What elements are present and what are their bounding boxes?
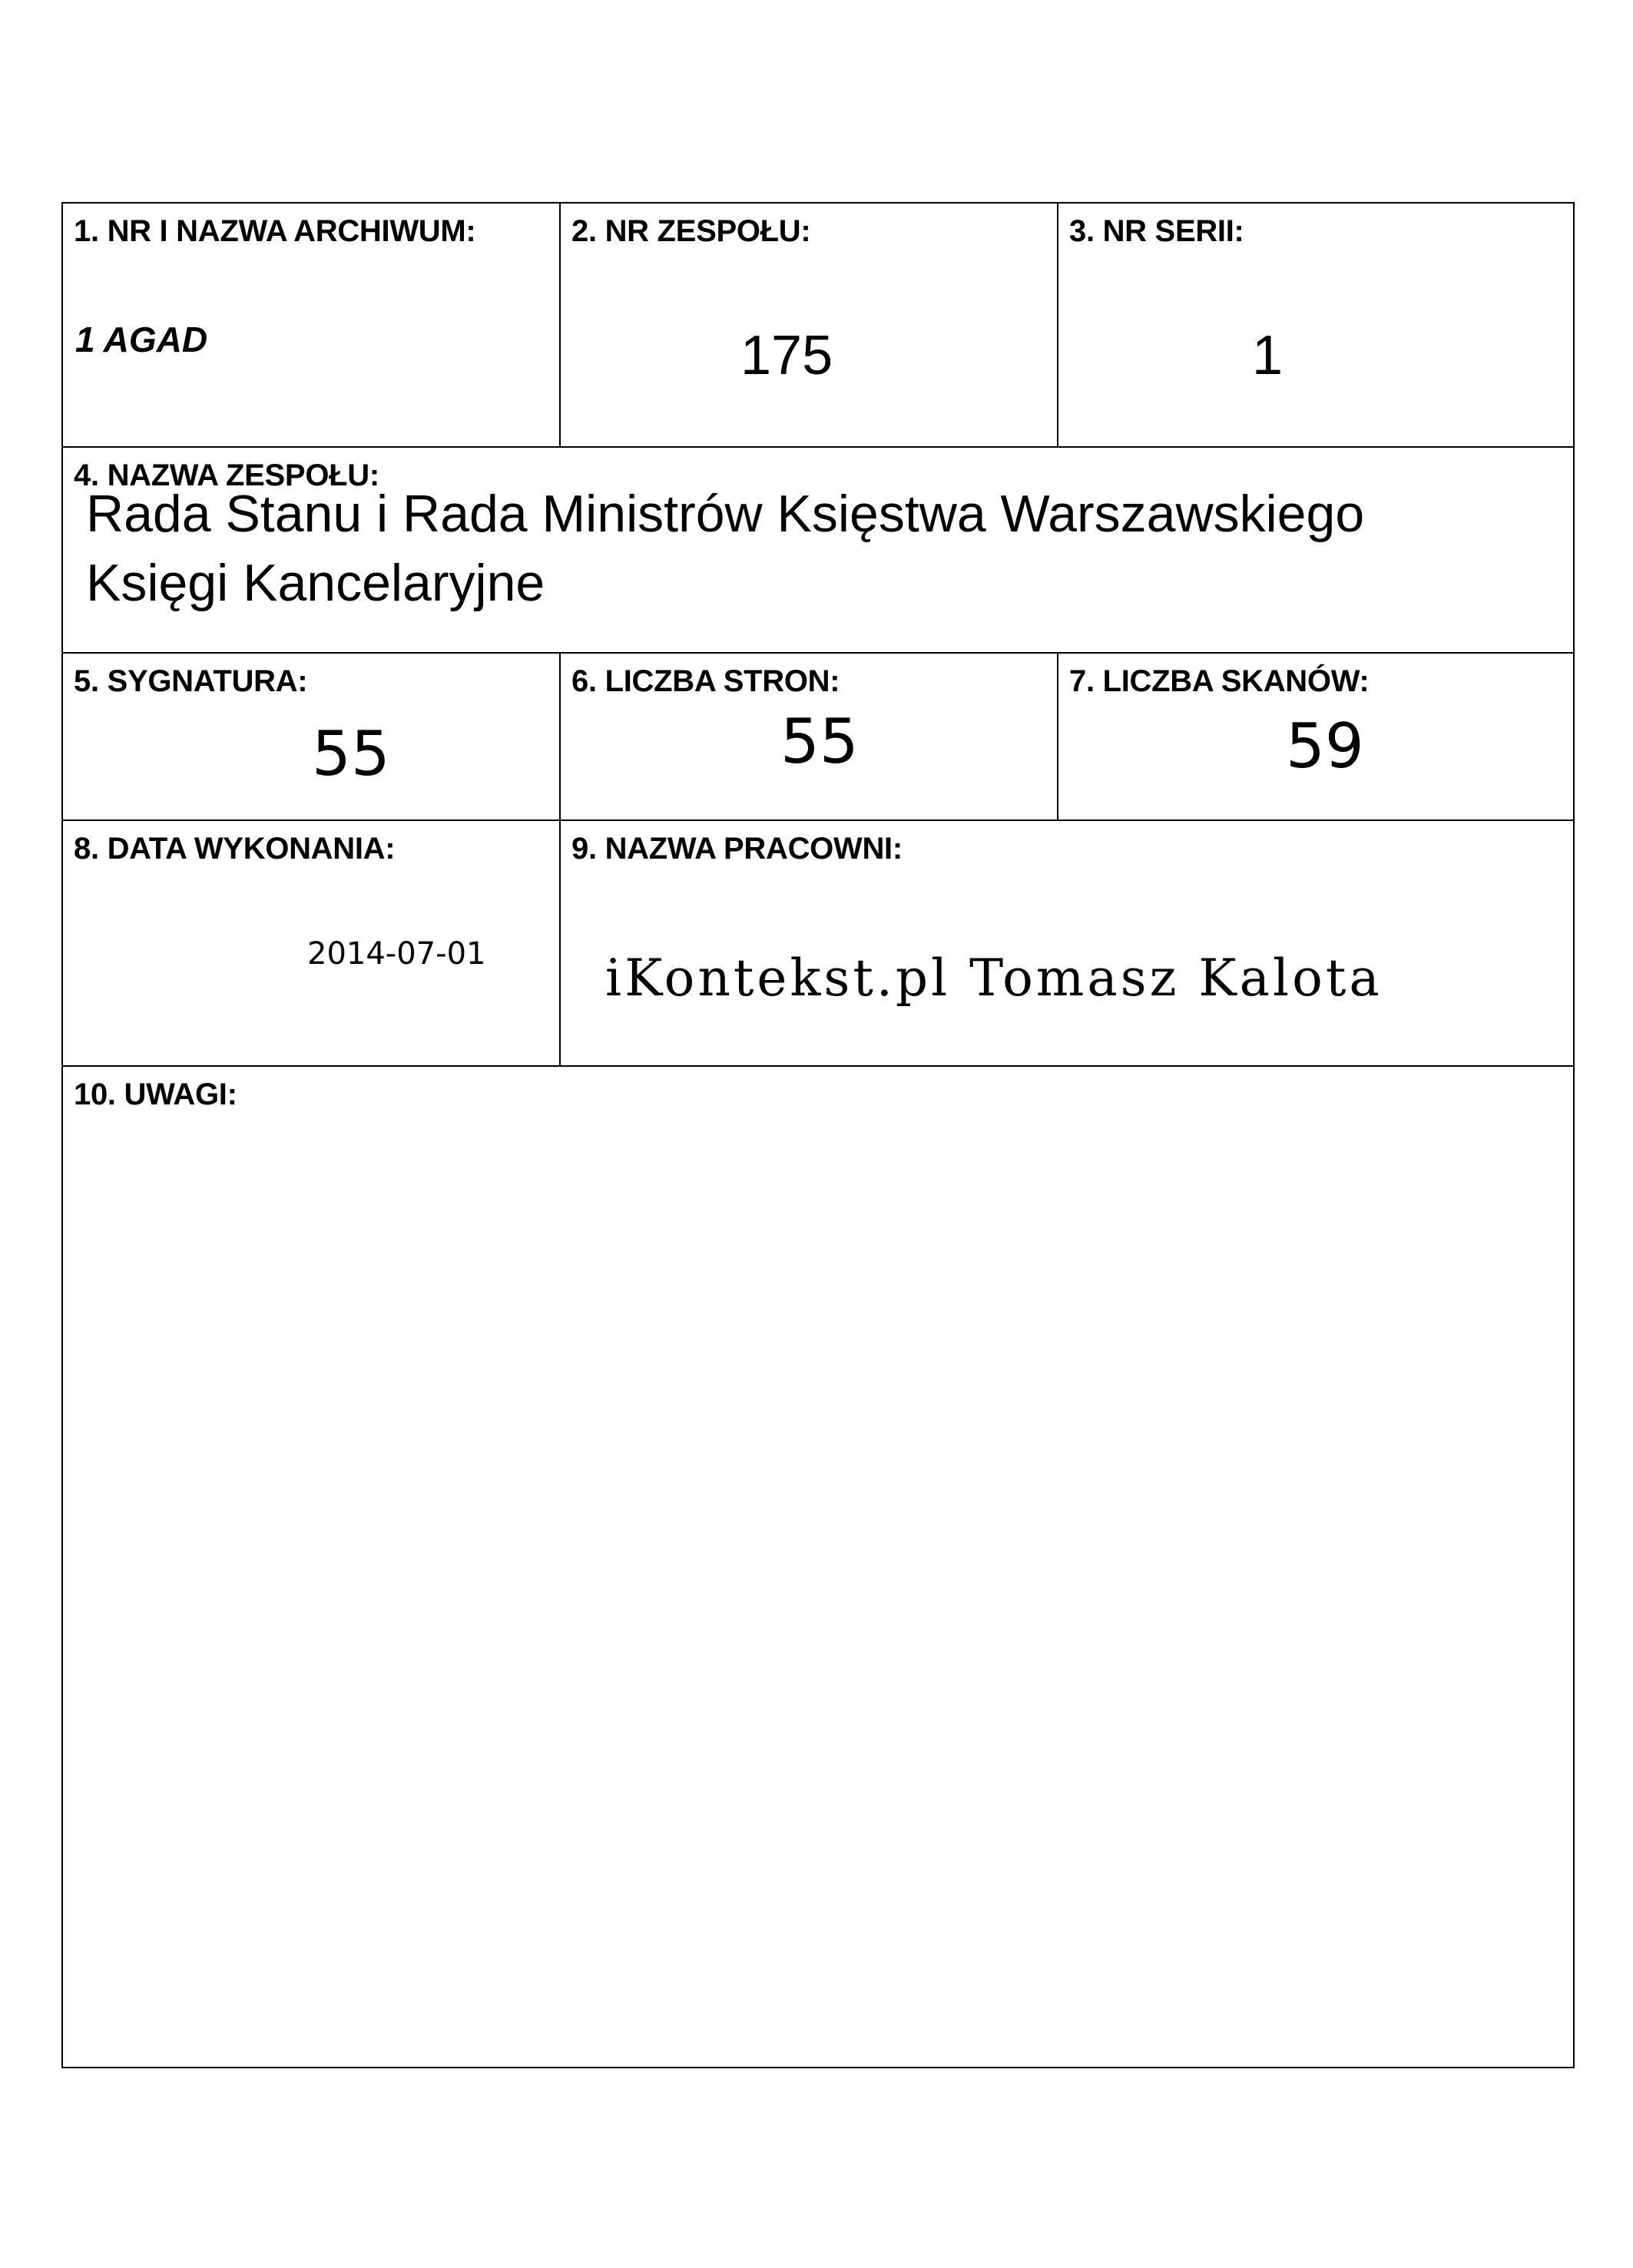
- scan-count-label: 7. LICZBA SKANÓW:: [1069, 664, 1370, 698]
- fonds-number-value: 175: [740, 325, 833, 386]
- page-count-value: 55: [780, 706, 859, 777]
- signature-value: 55: [312, 718, 390, 790]
- fonds-name-label: 4. NAZWA ZESPOŁU:: [74, 459, 379, 492]
- notes-cell: [63, 1067, 1573, 2067]
- archive-label: 1. NR I NAZWA ARCHIWUM:: [74, 214, 476, 248]
- page-count-cell: [561, 654, 1058, 821]
- signature-label: 5. SYGNATURA:: [74, 664, 308, 698]
- date-label: 8. DATA WYKONANIA:: [74, 832, 396, 866]
- signature-cell: [63, 654, 561, 821]
- workshop-cell: [561, 821, 1573, 1067]
- scan-count-value: 59: [1286, 710, 1364, 782]
- scan-count-cell: [1058, 654, 1573, 821]
- workshop-value: iKontekst.pl Tomasz Kalota: [605, 949, 1383, 1008]
- series-number-cell: [1058, 204, 1573, 448]
- series-number-value: 1: [1252, 325, 1284, 386]
- date-cell: [63, 821, 561, 1067]
- archive-value: 1 AGAD: [75, 320, 208, 359]
- fonds-name-line1: Rada Stanu i Rada Ministrów Księstwa Warszawskiego: [86, 485, 1365, 543]
- archive-cell: [63, 204, 561, 448]
- fonds-number-label: 2. NR ZESPOŁU:: [571, 214, 811, 248]
- fonds-name-line2: Księgi Kancelaryjne: [86, 554, 545, 612]
- date-value: 2014-07-01: [307, 936, 486, 972]
- page-count-label: 6. LICZBA STRON:: [571, 664, 840, 698]
- series-number-label: 3. NR SERII:: [1069, 214, 1244, 248]
- fonds-number-cell: [561, 204, 1058, 448]
- notes-label: 10. UWAGI:: [74, 1078, 237, 1111]
- archive-form: [61, 202, 1575, 2068]
- fonds-name-cell: [63, 448, 1573, 654]
- workshop-label: 9. NAZWA PRACOWNI:: [571, 832, 903, 866]
